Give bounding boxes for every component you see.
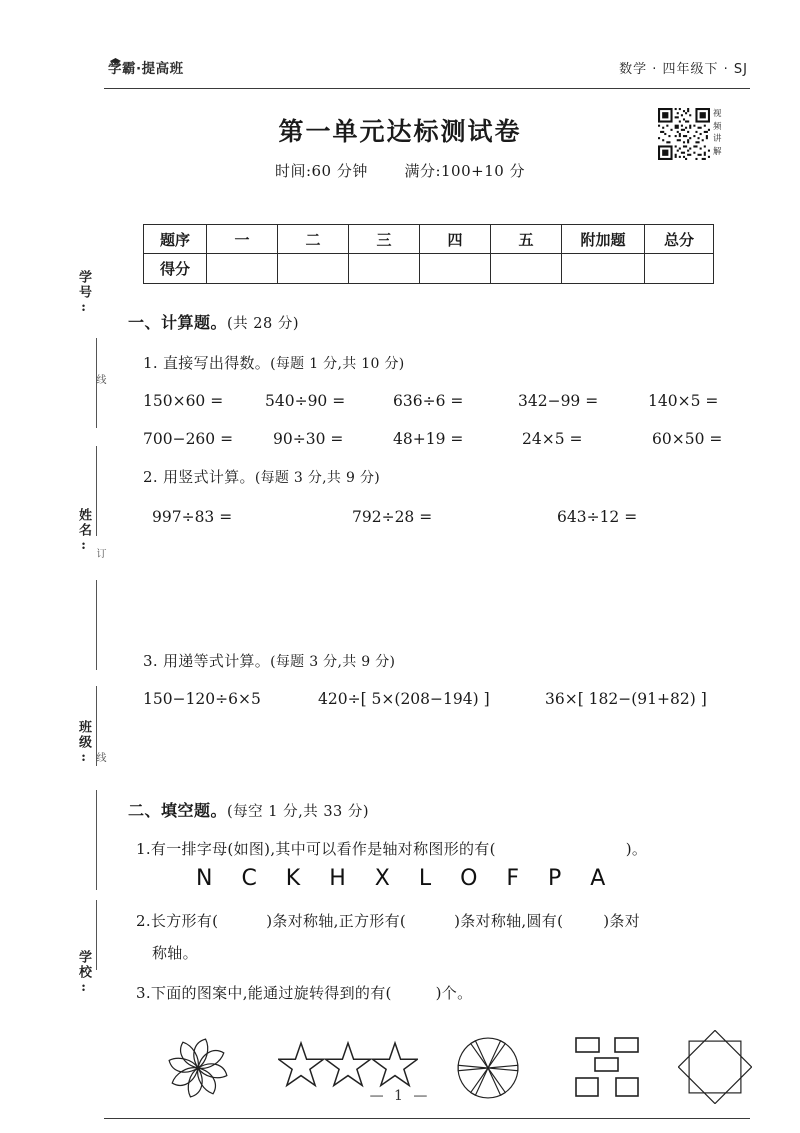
expression-1-1-1: 150×60 = (143, 392, 224, 410)
expression-1-2-3: 48+19 = (393, 430, 464, 448)
table-row-scores (144, 254, 714, 284)
q1-2-points: (每题 3 分,共 9 分) (254, 470, 381, 486)
page-title: 第一单元达标测试卷 (278, 117, 522, 146)
score-table-col-extra: 附加题 (562, 225, 645, 254)
letter-row: N C K H X L O F P A (196, 866, 606, 891)
score-cell-1[interactable] (207, 254, 278, 284)
question-1-1 (143, 352, 405, 373)
exam-time: 时间:60 分钟 (274, 162, 368, 180)
question-2-2-cont: 称轴。 (152, 944, 198, 962)
table-row-header (144, 225, 714, 254)
score-cell-total[interactable] (645, 254, 714, 284)
expression-2-3: 643÷12 = (557, 508, 638, 526)
q1-3-points: (每题 3 分,共 9 分) (270, 654, 396, 670)
section-1-title: 一、计算题。 (128, 313, 228, 332)
three-stars-icon (278, 1040, 418, 1090)
expression-1-2-1: 700−260 = (143, 430, 234, 448)
q1-3-number: 3. (143, 652, 158, 670)
section-heading-1 (128, 310, 299, 333)
q2-2-part3: )条对称轴,圆有( (454, 912, 564, 930)
q1-1-text: 直接写出得数。 (163, 354, 271, 372)
sidebar-field-class: 班级: (76, 720, 91, 767)
q2-2-part4: )条对 (603, 912, 641, 930)
footer-divider (104, 1118, 750, 1119)
video-explanation-block[interactable] (658, 108, 724, 160)
question-2-2 (136, 910, 756, 931)
q2-2-part2: )条对称轴,正方形有( (266, 912, 407, 930)
q1-1-number: 1. (143, 354, 158, 372)
section-1-points: (共 28 分) (227, 316, 299, 332)
exam-meta (0, 160, 800, 181)
expression-3-3: 36×[ 182−(91+82) ] (545, 690, 707, 708)
score-table-col-4: 四 (420, 225, 491, 254)
sidebar-divider-6 (96, 900, 97, 970)
question-2-3 (136, 982, 756, 1003)
score-cell-4[interactable] (420, 254, 491, 284)
q1-2-number: 2. (143, 468, 158, 486)
expression-1-2-2: 90÷30 = (273, 430, 344, 448)
expression-1-1-4: 342−99 = (518, 392, 599, 410)
expression-1-2-4: 24×5 = (522, 430, 583, 448)
expression-3-1: 150−120÷6×5 (143, 690, 261, 708)
q1-2-text: 用竖式计算。 (163, 468, 255, 486)
q2-2-number: 2. (136, 912, 151, 930)
video-explanation-label: 视频讲解 (713, 109, 722, 157)
score-cell-2[interactable] (278, 254, 349, 284)
question-1-3 (143, 650, 395, 671)
sidebar-field-name: 姓名: (76, 508, 91, 555)
section-2-title: 二、填空题。 (128, 801, 228, 820)
sidebar-mark-fold: 订 (94, 548, 105, 559)
exam-full-score: 满分:100+10 分 (404, 162, 526, 180)
score-cell-extra[interactable] (562, 254, 645, 284)
expression-1-1-3: 636÷6 = (393, 392, 464, 410)
score-table-col-1: 一 (207, 225, 278, 254)
section-2-points: (每空 1 分,共 33 分) (227, 804, 370, 820)
binding-sidebar (58, 250, 104, 1040)
expression-2-1: 997÷83 = (152, 508, 233, 526)
score-table-col-3: 三 (349, 225, 420, 254)
score-table-row-label: 题序 (144, 225, 207, 254)
sidebar-divider-5 (96, 790, 97, 890)
q2-3-number: 3. (136, 984, 151, 1002)
subject-grade-label: 数学 · 四年级下 · SJ (619, 62, 748, 77)
sidebar-divider-2 (96, 446, 97, 536)
section-heading-2 (128, 798, 369, 821)
header-divider (104, 88, 750, 89)
sidebar-mark-line-1: 线 (94, 374, 105, 385)
score-cell-3[interactable] (349, 254, 420, 284)
score-table-row-label-score: 得分 (144, 254, 207, 284)
score-table (143, 224, 714, 284)
expression-3-2: 420÷[ 5×(208−194) ] (318, 690, 490, 708)
sidebar-field-student-id: 学号: (76, 270, 91, 317)
score-table-col-2: 二 (278, 225, 349, 254)
score-cell-5[interactable] (491, 254, 562, 284)
expression-1-1-5: 140×5 = (648, 392, 719, 410)
q2-1-number: 1. (136, 840, 151, 858)
question-1-2 (143, 466, 380, 487)
q2-1-text: 有一排字母(如图),其中可以看作是轴对称图形的有( (150, 840, 496, 858)
sidebar-divider-3 (96, 580, 97, 670)
sidebar-field-school: 学校: (76, 950, 91, 997)
score-table-col-5: 五 (491, 225, 562, 254)
qr-code-icon[interactable] (658, 108, 710, 160)
q2-2-part1: 长方形有( (150, 912, 219, 930)
sidebar-mark-line-2: 线 (94, 752, 105, 763)
q2-1-text-end: )。 (625, 840, 648, 858)
question-2-1 (136, 838, 752, 859)
expression-1-2-5: 60×50 = (652, 430, 723, 448)
page-number: — 1 — (369, 1088, 431, 1104)
q1-1-points: (每题 1 分,共 10 分) (270, 356, 405, 372)
expression-2-2: 792÷28 = (352, 508, 433, 526)
brand-label: 学霸·提高班 (108, 61, 184, 77)
q2-3-part1: 下面的图案中,能通过旋转得到的有( (150, 984, 392, 1002)
score-table-col-total: 总分 (645, 225, 714, 254)
q1-3-text: 用递等式计算。 (163, 652, 271, 670)
expression-1-1-2: 540÷90 = (265, 392, 346, 410)
q2-3-part2: )个。 (435, 984, 473, 1002)
